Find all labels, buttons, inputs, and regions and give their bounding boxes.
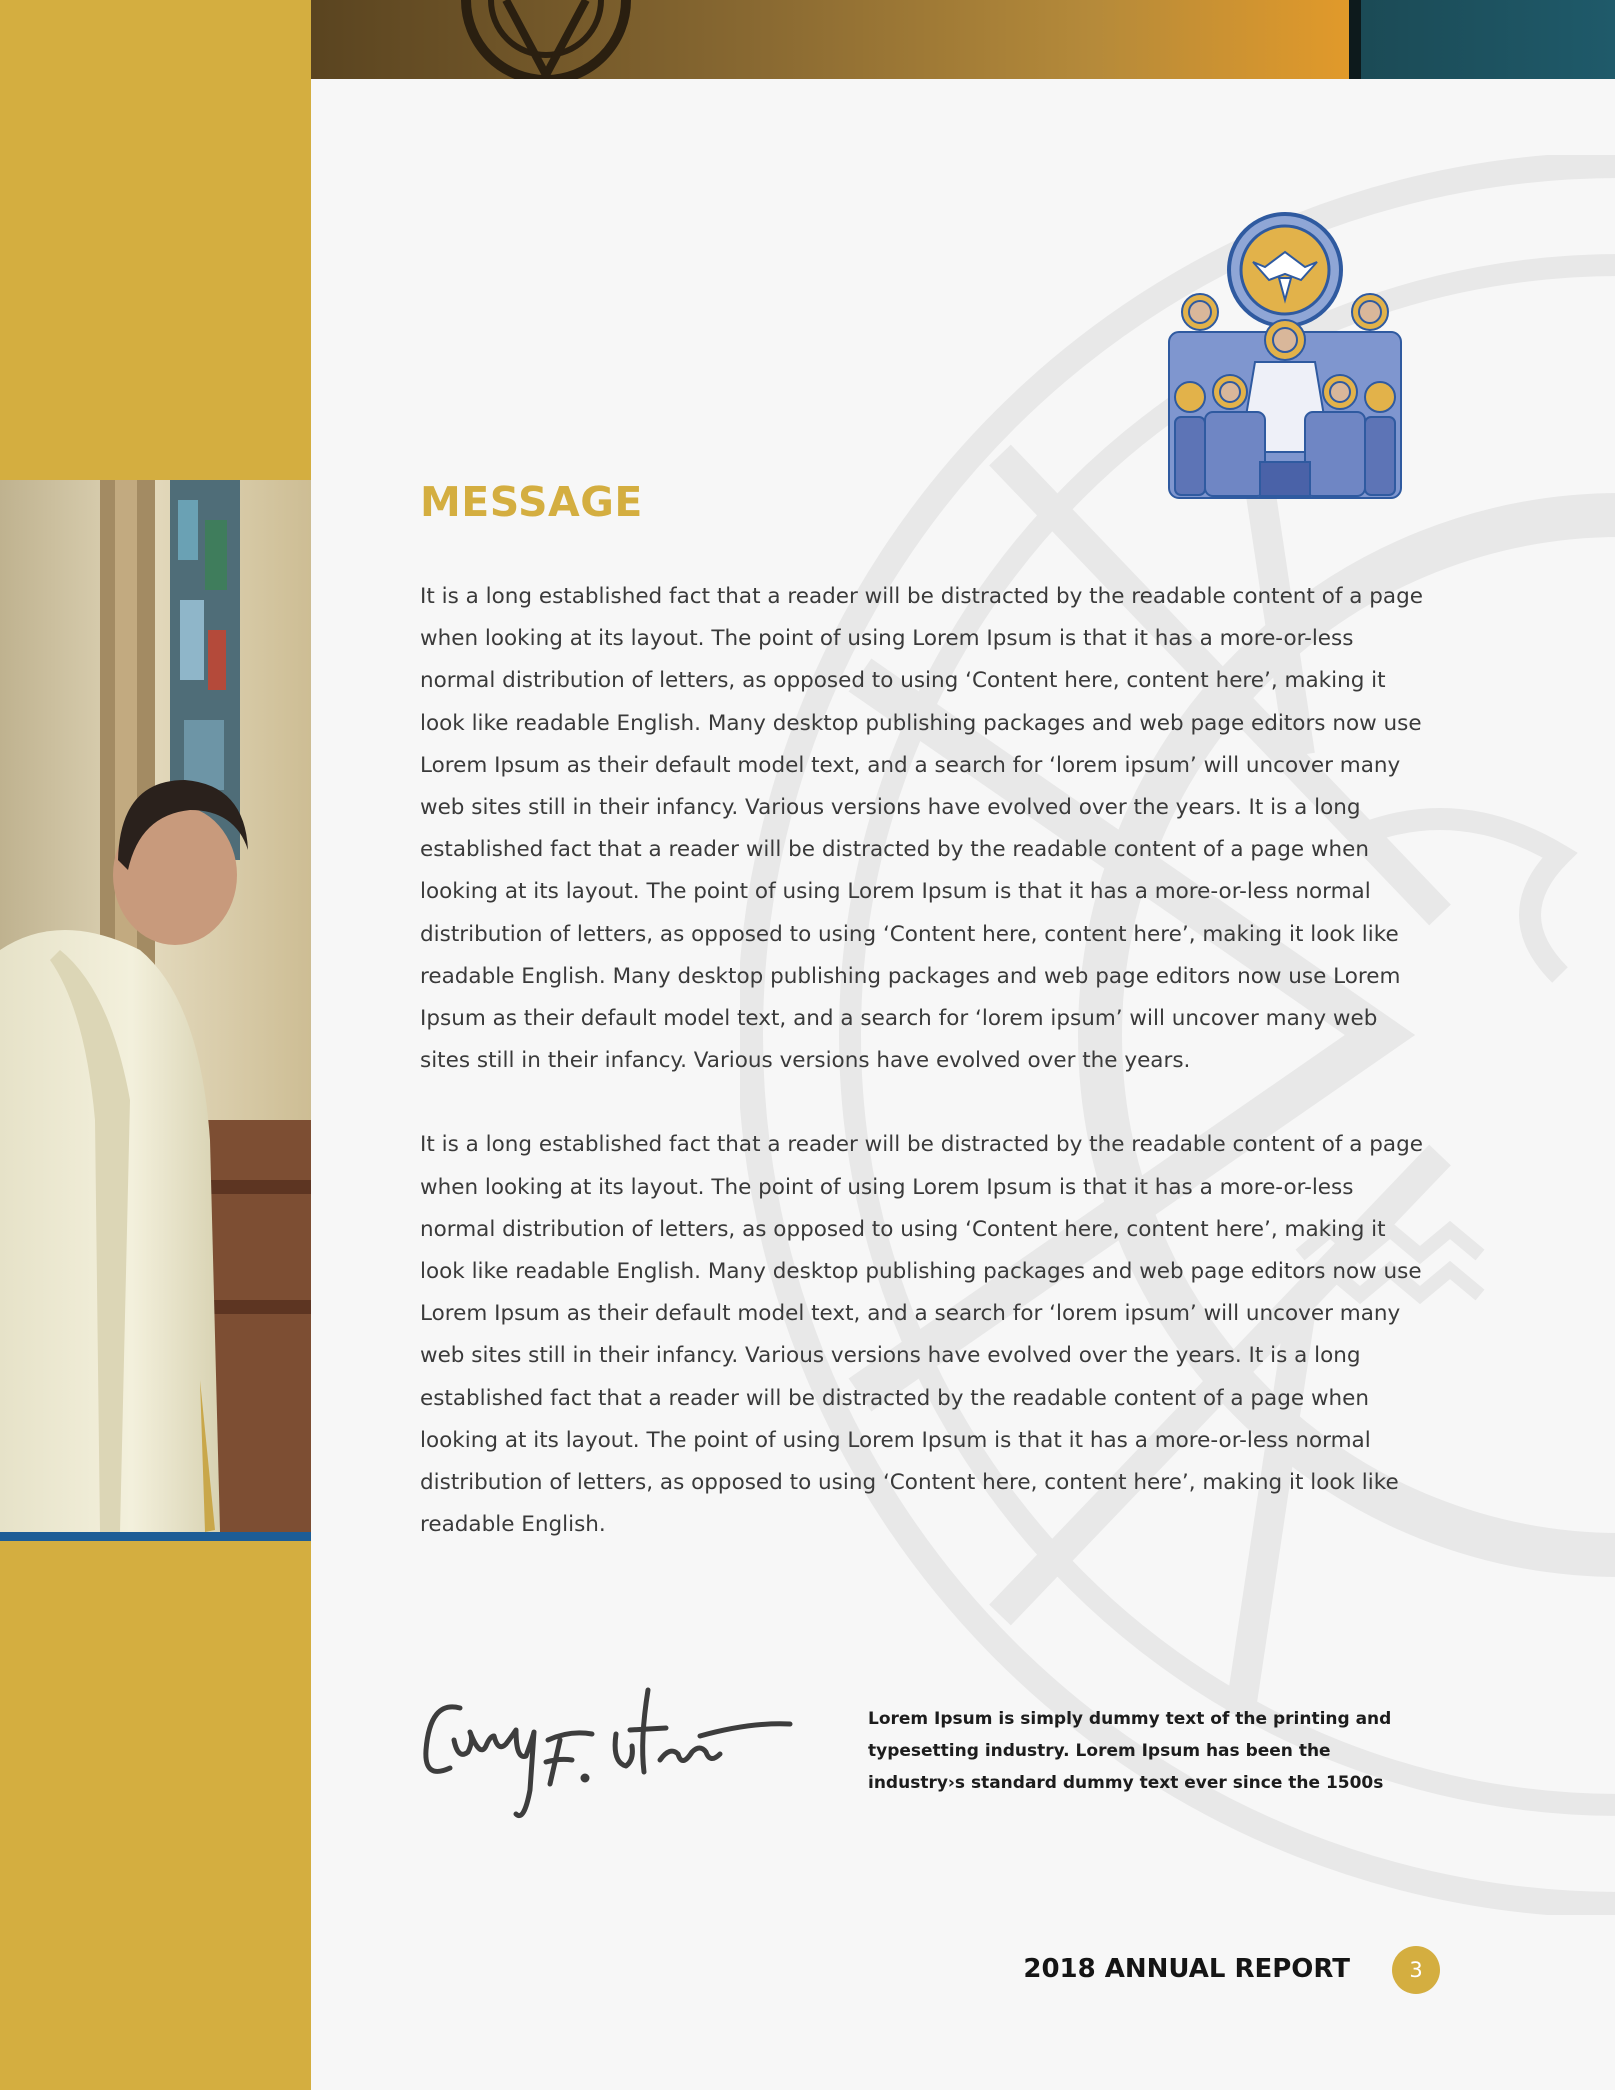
message-body [420, 576, 1430, 1588]
signature-caption: Lorem Ipsum is simply dummy text of the printing and typesetting industry. Lorem Ipsum has been the industry›s standard dummy text ever since the 1500s [868, 1709, 1392, 1793]
body-paragraph: It is a long established fact that a reader will be distracted by the readable content of a page when looking at its layout. The point of using Lorem Ipsum is that it has a more-or-less normal distribution of letters, as opposed to using ‘Content here, content here’, making it look like readable English. Many desktop publishing packages and web page editors now use Lorem Ipsum as their default model text, and a search for ‘lorem ipsum’ will uncover many web sites still in their infancy. Various versions have evolved over the years. It is a long established fact that a reader will be distracted by the readable content of a page when looking at its layout. The point of using Lorem Ipsum is that it has a more-or-less normal distribution of letters, as opposed to using ‘Content here, content here’, making it look like readable English. [420, 1132, 1423, 1538]
handwritten-signature [420, 1680, 800, 1820]
body-paragraph: It is a long established fact that a reader will be distracted by the readable content of a page when looking at its layout. The point of using Lorem Ipsum is that it has a more-or-less normal distribution of letters, as opposed to using ‘Content here, content here’, making it look like readable English. Many desktop publishing packages and web page editors now use Lorem Ipsum as their default model text, and a search for ‘lorem ipsum’ will uncover many web sites still in their infancy. Various versions have evolved over the years. It is a long established fact that a reader will be distracted by the readable content of a page when looking at its layout. The point of using Lorem Ipsum is that it has a more-or-less normal distribution of letters, as opposed to using ‘Content here, content here’, making it look like readable English. Many desktop publishing packages and web page editors now use Lorem Ipsum as their default model text, and a search for ‘lorem ipsum’ will uncover many web sites still in their infancy. Various versions have evolved over the years. [420, 584, 1423, 1074]
priest-photo [0, 480, 311, 1532]
page-title: MESSAGE [420, 478, 643, 526]
stained-glass-banner [311, 0, 1615, 79]
page-number-badge: 3 [1392, 1946, 1440, 1994]
blue-accent-stripe [0, 1532, 311, 1541]
pentecost-emblem-logo [1165, 212, 1405, 502]
report-title: 2018 ANNUAL REPORT [1023, 1954, 1350, 1984]
